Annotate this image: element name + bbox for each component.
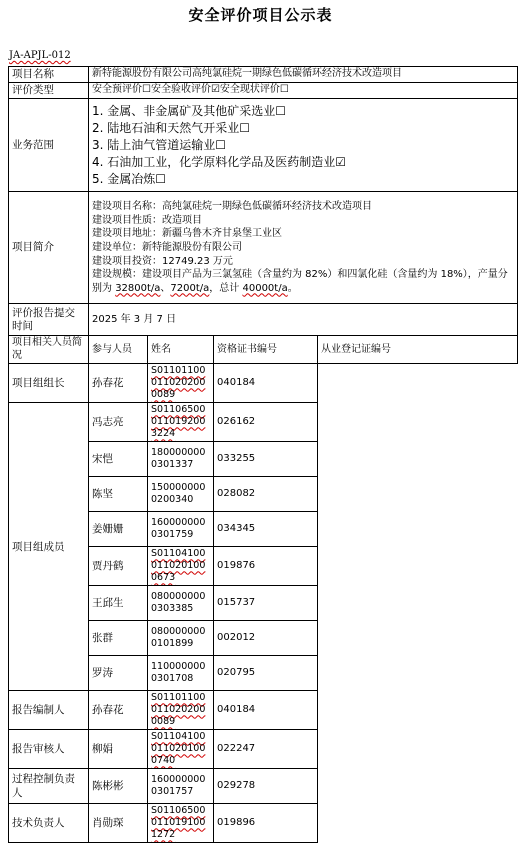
- document-number: JA-APJL-012: [9, 50, 71, 61]
- reg-cell: 015737: [214, 586, 318, 621]
- scale-text-mid: ，总计: [209, 282, 243, 294]
- scale-text: 建设规模：建设项目产品为三氯氢硅（含量约为 82%）和四氯化硅（含量约为 18%），产量分别为: [92, 269, 508, 294]
- scope-item: 3. 陆上油气管道运输业☐: [92, 137, 227, 152]
- table-row: [9, 730, 518, 769]
- cert-cell: 1100000000301708: [148, 656, 214, 691]
- reg-cell: 040184: [214, 691, 318, 730]
- cert-cell: S011041000110201000740: [148, 730, 214, 769]
- role-cell: 报告审核人: [9, 730, 89, 769]
- submit-time-label: 评价报告提交时间: [9, 304, 89, 336]
- page-title: 安全评价项目公示表: [188, 6, 333, 24]
- intro-line: 建设项目名称：高纯氯硅烷一期绿色低碳循环经济技术改造项目: [92, 201, 372, 213]
- reg-cell: 040184: [214, 364, 318, 403]
- reg-cell: 033255: [214, 442, 318, 477]
- table-row: [9, 769, 518, 804]
- table-row: [9, 804, 518, 843]
- scope-list: [89, 99, 518, 192]
- name-cell: 贾丹鹤: [89, 547, 148, 586]
- intro-line: 建设单位：新特能源股份有限公司: [92, 241, 242, 253]
- intro-line: 建设项目性质：改造项目: [92, 214, 202, 226]
- table-row: [9, 364, 518, 403]
- name-cell: 肖勋琛: [89, 804, 148, 843]
- name-cell: 罗涛: [89, 656, 148, 691]
- row-project-name: [9, 67, 518, 83]
- name-cell: 姜姗姗: [89, 512, 148, 547]
- col-reg-header: 从业登记证编号: [318, 336, 518, 364]
- reg-cell: 022247: [214, 730, 318, 769]
- cert-cell: 0800000000101899: [148, 621, 214, 656]
- scope-item: 4. 石油加工业，化学原料化学品及医药制造业☑: [92, 154, 347, 169]
- scope-item: 5. 金属冶炼☐: [92, 171, 167, 186]
- cert-cell: S011011000110202000089: [148, 364, 214, 403]
- row-submit-time: [9, 304, 518, 336]
- cert-cell: 1500000000200340: [148, 477, 214, 512]
- reg-cell: 019896: [214, 804, 318, 843]
- row-eval-type: [9, 83, 518, 99]
- role-cell: 报告编制人: [9, 691, 89, 730]
- scope-item: 1. 金属、非金属矿及其他矿采选业☐: [92, 103, 287, 118]
- scale-separator: 、: [160, 282, 171, 294]
- cert-cell: 1800000000301337: [148, 442, 214, 477]
- scope-label: 业务范围: [9, 99, 89, 192]
- name-cell: 张群: [89, 621, 148, 656]
- role-cell: 项目组组长: [9, 364, 89, 403]
- name-cell: 陈坚: [89, 477, 148, 512]
- role-cell: 过程控制负责人: [9, 769, 89, 804]
- disclosure-table: [8, 66, 518, 843]
- personnel-header-row: [9, 336, 518, 364]
- name-cell: 柳娟: [89, 730, 148, 769]
- intro-scale: [92, 268, 514, 295]
- name-cell: 孙春花: [89, 691, 148, 730]
- name-cell: 宋恺: [89, 442, 148, 477]
- role-cell: 项目组成员: [9, 403, 89, 691]
- cert-cell: 1600000000301757: [148, 769, 214, 804]
- name-cell: 王邱生: [89, 586, 148, 621]
- intro-content: [89, 192, 518, 304]
- reg-cell: 029278: [214, 769, 318, 804]
- intro-line: 建设项目地址：新疆乌鲁木齐甘泉堡工业区: [92, 228, 282, 240]
- reg-cell: 026162: [214, 403, 318, 442]
- row-scope: [9, 99, 518, 192]
- scale-value-3: 40000t/a: [242, 282, 288, 294]
- col-name-header: 姓名: [148, 336, 214, 364]
- eval-type-label: 评价类型: [9, 83, 89, 99]
- reg-cell: 028082: [214, 477, 318, 512]
- col-cert-header: 资格证书编号: [214, 336, 318, 364]
- cert-cell: 0800000000303385: [148, 586, 214, 621]
- submit-time-value: 2025 年 3 月 7 日: [89, 304, 518, 336]
- role-cell: 技术负责人: [9, 804, 89, 843]
- cert-cell: S011065000110191001272: [148, 804, 214, 843]
- table-row: [9, 403, 518, 442]
- col-role-header: 参与人员: [89, 336, 148, 364]
- cert-cell: S011065000110192003224: [148, 403, 214, 442]
- project-name-value: 新特能源股份有限公司高纯氯硅烷一期绿色低碳循环经济技术改造项目: [89, 67, 518, 83]
- scope-item: 2. 陆地石油和天然气开采业☐: [92, 120, 251, 135]
- eval-type-value: 安全预评价☐安全验收评价☑安全现状评价☐: [89, 83, 518, 99]
- intro-line: 建设项目投资：12749.23 万元: [92, 255, 233, 267]
- name-cell: 孙春花: [89, 364, 148, 403]
- table-row: [9, 691, 518, 730]
- reg-cell: 034345: [214, 512, 318, 547]
- scale-value-1: 32800t/a: [115, 282, 161, 294]
- cert-cell: 1600000000301759: [148, 512, 214, 547]
- scale-value-2: 7200t/a: [170, 282, 210, 294]
- personnel-label: 项目相关人员简况: [9, 336, 89, 364]
- project-name-label: 项目名称: [9, 67, 89, 83]
- scale-text-end: 。: [287, 282, 298, 294]
- name-cell: 陈彬彬: [89, 769, 148, 804]
- cert-cell: S011011000110202000089: [148, 691, 214, 730]
- reg-cell: 002012: [214, 621, 318, 656]
- row-intro: [9, 192, 518, 304]
- name-cell: 冯志亮: [89, 403, 148, 442]
- reg-cell: 019876: [214, 547, 318, 586]
- cert-cell: S011041000110201000673: [148, 547, 214, 586]
- intro-label: 项目简介: [9, 192, 89, 304]
- reg-cell: 020795: [214, 656, 318, 691]
